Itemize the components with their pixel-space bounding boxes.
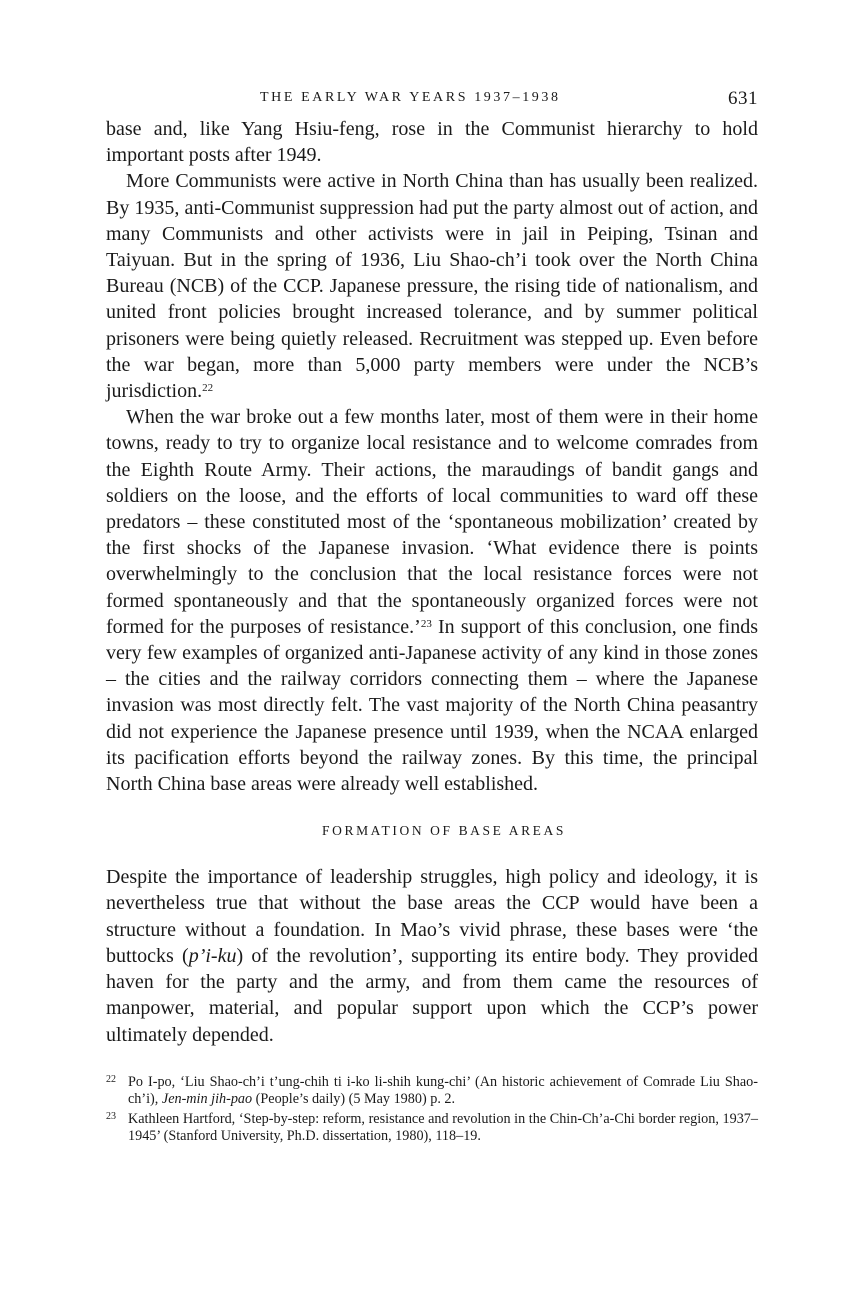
paragraph-1 [106, 116, 758, 168]
paragraph-4-text-b: ) of the revolution’, supporting its entire body. They provided haven for the party and the army, and from them came the resources of manpower, material, and popular support upon which the CCP’s power ultimately depended. [106, 944, 758, 1046]
footnotes [106, 1074, 758, 1146]
section-heading: FORMATION OF BASE AREAS [322, 823, 566, 839]
book-page [106, 86, 758, 1148]
page-number: 631 [728, 88, 758, 109]
footnote-text: Kathleen Hartford, ‘Step-by-step: reform, resistance and revolution in the Chin-Ch’a-Chi border region, 1937–1945’ (Stanford University, Ph.D. dissertation, 1980), 118–19. [128, 1110, 758, 1145]
running-header [106, 86, 758, 116]
paragraph-4-italic-term: p’i-ku [188, 944, 237, 967]
running-title: THE EARLY WAR YEARS 1937–1938 [260, 90, 561, 105]
paragraph-4-text-a: Despite the importance of leadership struggles, high policy and ideology, it is nevertheless true that without the base areas the CCP would have been a structure without a foundation. In Mao’s vivid phrase, these bases were ‘the buttocks ( [106, 866, 758, 967]
section-text [106, 864, 758, 1047]
paragraph-2-text: More Communists were active in North China than has usually been realized. By 1935, anti-Communist suppression had put the party almost out of action, and many Communists and other activists were in jail in Peiping, Tsinan and Taiyuan. But in the spring of 1936, Liu Shao-ch’i took over the North China Bureau (NCB) of the CCP. Japanese pressure, the rising tide of nationalism, and united front policies brought increased tolerance, and by summer political prisoners were being quietly released. Recruitment was stepped up. Even before the war began, more than 5,000 party members were under the NCB’s jurisdiction. [106, 170, 758, 403]
paragraph-2 [106, 168, 758, 404]
footnote-23: 23 Kathleen Hartford, ‘Step-by-step: reform, resistance and revolution in the Chin-Ch’a-Chi border region, 1937–1945’ (Stanford University, Ph.D. dissertation, 1980), 118–19. [106, 1110, 758, 1145]
footnote-ref-22[interactable]: 22 [202, 382, 214, 395]
footnote-text: (People’s daily) (5 May 1980) p. 2. [252, 1091, 456, 1108]
footnote-text: Po I-po, ‘Liu Shao-ch’i t’ung-chih ti i-ko li-shih kung-chi’ (An historic achievement of Comrade Liu Shao-ch’i), [128, 1073, 758, 1108]
paragraph-4 [106, 864, 758, 1047]
footnote-ref-23[interactable]: 23 [420, 617, 432, 630]
paragraph-1-text: base and, like Yang Hsiu-feng, rose in the Communist hierarchy to hold important posts after 1949. [106, 118, 758, 167]
footnote-italic-title: Jen-min jih-pao [161, 1091, 253, 1108]
main-text [106, 116, 758, 797]
paragraph-3 [106, 404, 758, 797]
footnote-22: 22 Po I-po, ‘Liu Shao-ch’i t’ung-chih ti i-ko li-shih kung-chi’ (An historic achievement of Comrade Liu Shao-ch’i), Jen-min jih-pao (People’s daily) (5 May 1980) p. 2. [106, 1073, 758, 1108]
paragraph-3-text-b: In support of this conclusion, one finds very few examples of organized anti-Japanese activity of any kind in those zones – the cities and the railway corridors connecting them – where the Japanese invasion was most directly felt. The vast majority of the North China peasantry did not experience the Japanese presence until 1939, when the NCAA enlarged its pacification efforts beyond the railway zones. By this time, the principal North China base areas were already well established. [106, 615, 758, 796]
paragraph-3-text-a: When the war broke out a few months later, most of them were in their home towns, ready to try to organize local resistance and to welcome comrades from the Eighth Route Army. Their actions, the maraudings of bandit gangs and soldiers on the loose, and the efforts of local communities to ward off these predators – these constituted most of the ‘spontaneous mobilization’ created by the first shocks of the Japanese invasion. ‘What evidence there is points overwhelmingly to the conclusion that the local resistance forces were not formed spontaneously and that the spontaneously organized forces were not formed for the purposes of resistance.’ [106, 406, 758, 638]
